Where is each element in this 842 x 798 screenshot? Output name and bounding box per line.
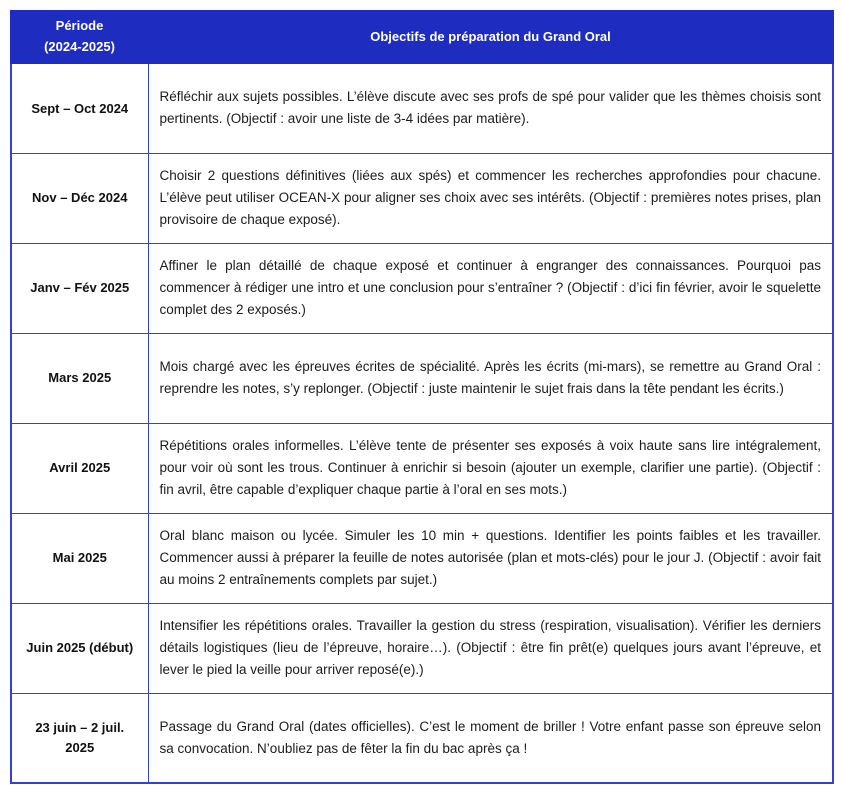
period-cell: Juin 2025 (début): [11, 603, 148, 693]
objective-cell: Affiner le plan détaillé de chaque exposé et continuer à engranger des connaissances. Pourquoi pas commencer à rédiger une intro et une conclusion pour s’entraîner ? (Objectif : d’ici fin février, avoir le squelette complet des 2 exposés.): [148, 243, 833, 333]
table-row-mars-2025: [11, 333, 833, 423]
table-row-juin-2025-debut: [11, 603, 833, 693]
table-row-nov-dec-2024: [11, 153, 833, 243]
header-period-line1: Période: [55, 18, 104, 34]
table-row-janv-fev-2025: [11, 243, 833, 333]
objective-cell: Choisir 2 questions définitives (liées aux spés) et commencer les recherches approfondies pour chacune. L’élève peut utiliser OCEAN-X pour aligner ses choix avec ses intérêts. (Objectif : premières notes prises, plan provisoire de chaque exposé).: [148, 153, 833, 243]
objective-cell: Passage du Grand Oral (dates officielles). C’est le moment de briller ! Votre enfant passe son épreuve selon sa convocation. N’oubliez pas de fêter la fin du bac après ça !: [148, 693, 833, 783]
period-cell: Mai 2025: [11, 513, 148, 603]
period-cell: Sept – Oct 2024: [11, 63, 148, 153]
table-row-mai-2025: [11, 513, 833, 603]
table-row-23-juin-2-juil-2025: [11, 693, 833, 783]
table-header-period: [11, 11, 148, 63]
table-header-row: [11, 11, 833, 63]
table-row-sept-oct-2024: [11, 63, 833, 153]
period-cell: Janv – Fév 2025: [11, 243, 148, 333]
period-cell: Nov – Déc 2024: [11, 153, 148, 243]
objective-cell: Intensifier les répétitions orales. Travailler la gestion du stress (respiration, visualisation). Vérifier les derniers détails logistiques (lieu de l’épreuve, horaire…). (Objectif : être fin prêt(e) quelques jours avant l’épreuve, et lever le pied la veille pour arriver reposé(e).): [148, 603, 833, 693]
period-cell: Mars 2025: [11, 333, 148, 423]
objective-cell: Répétitions orales informelles. L’élève tente de présenter ses exposés à voix haute sans lire intégralement, pour voir où sont les trous. Continuer à enrichir si besoin (ajouter un exemple, clarifier une partie). (Objectif : fin avril, être capable d’expliquer chaque partie à l’oral en ses mots.): [148, 423, 833, 513]
header-period-line2: (2024-2025): [44, 39, 115, 54]
period-cell: 23 juin – 2 juil. 2025: [11, 693, 148, 783]
grand-oral-preparation-table: [10, 10, 834, 784]
objective-cell: Oral blanc maison ou lycée. Simuler les 10 min + questions. Identifier les points faibles et les travailler. Commencer aussi à préparer la feuille de notes autorisée (plan et mots-clés) pour le jour J. (Objectif : avoir fait au moins 2 entraînements complets par sujet.): [148, 513, 833, 603]
objective-cell: Réfléchir aux sujets possibles. L’élève discute avec ses profs de spé pour valider que les thèmes choisis sont pertinents. (Objectif : avoir une liste de 3-4 idées par matière).: [148, 63, 833, 153]
table-header-objectives: Objectifs de préparation du Grand Oral: [148, 11, 833, 63]
table-row-avril-2025: [11, 423, 833, 513]
period-cell: Avril 2025: [11, 423, 148, 513]
objective-cell: Mois chargé avec les épreuves écrites de spécialité. Après les écrits (mi-mars), se remettre au Grand Oral : reprendre les notes, s’y replonger. (Objectif : juste maintenir le sujet frais dans la tête pendant les écrits.): [148, 333, 833, 423]
